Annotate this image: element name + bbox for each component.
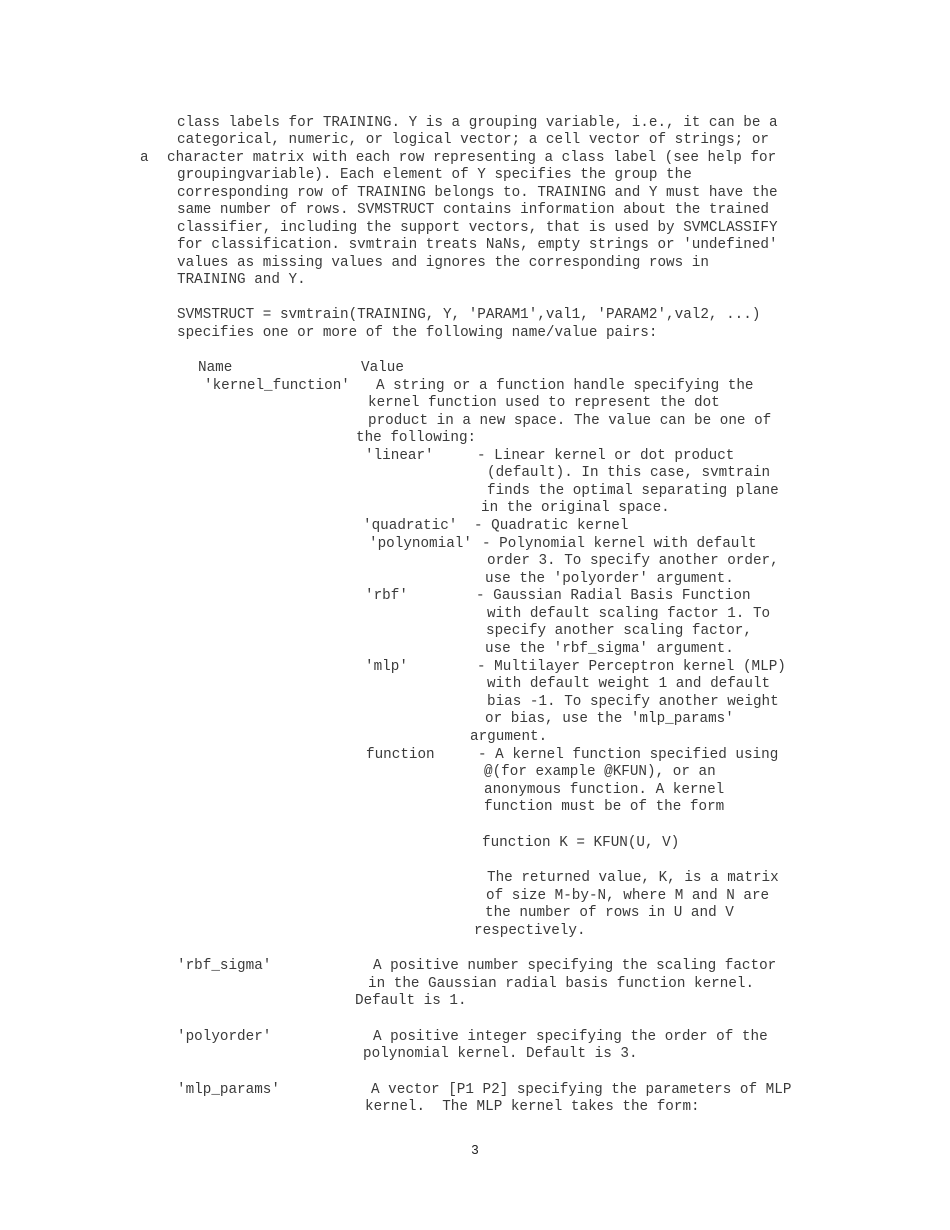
option-description: The returned value, K, is a matrix bbox=[487, 870, 779, 886]
option-description: - Polynomial kernel with default bbox=[482, 536, 757, 552]
text-line: for classification. svmtrain treats NaNs, empty strings or 'undefined' bbox=[177, 237, 778, 253]
param-description: A positive integer specifying the order of the bbox=[373, 1029, 768, 1045]
text-line: values as missing values and ignores the corresponding rows in bbox=[177, 255, 709, 271]
param-name: 'polyorder' bbox=[177, 1029, 272, 1045]
option-name: 'polynomial' bbox=[369, 536, 472, 552]
text-line: class labels for TRAINING. Y is a grouping variable, i.e., it can be a bbox=[177, 115, 778, 131]
option-description: of size M-by-N, where M and N are bbox=[486, 888, 770, 904]
option-description: with default scaling factor 1. To bbox=[487, 606, 771, 622]
text-line: corresponding row of TRAINING belongs to. TRAINING and Y must have the bbox=[177, 185, 778, 201]
option-name: 'mlp' bbox=[365, 659, 408, 675]
option-description: function must be of the form bbox=[484, 799, 725, 815]
column-header-value: Value bbox=[361, 360, 404, 376]
param-description: product in a new space. The value can be one of bbox=[368, 413, 772, 429]
option-description: - Gaussian Radial Basis Function bbox=[476, 588, 751, 604]
text-line: TRAINING and Y. bbox=[177, 272, 306, 288]
option-description: order 3. To specify another order, bbox=[487, 553, 779, 569]
param-name: 'rbf_sigma' bbox=[177, 958, 272, 974]
param-description: in the Gaussian radial basis function kernel. bbox=[368, 976, 755, 992]
option-description: the number of rows in U and V bbox=[485, 905, 734, 921]
option-description: with default weight 1 and default bbox=[487, 676, 771, 692]
option-description: use the 'polyorder' argument. bbox=[485, 571, 734, 587]
option-description: or bias, use the 'mlp_params' bbox=[485, 711, 734, 727]
param-description: the following: bbox=[356, 430, 477, 446]
text-line: same number of rows. SVMSTRUCT contains information about the trained bbox=[177, 202, 769, 218]
text-line: categorical, numeric, or logical vector; a cell vector of strings; or bbox=[177, 132, 769, 148]
option-name: 'rbf' bbox=[365, 588, 408, 604]
param-name: 'mlp_params' bbox=[177, 1082, 280, 1098]
option-name: 'linear' bbox=[365, 448, 434, 464]
text-line: specifies one or more of the following name/value pairs: bbox=[177, 325, 658, 341]
column-header-name: Name bbox=[198, 360, 233, 376]
code-line: function K = KFUN(U, V) bbox=[482, 835, 680, 851]
param-description: kernel function used to represent the dot bbox=[368, 395, 720, 411]
option-name: 'quadratic' bbox=[363, 518, 458, 534]
option-description: - Multilayer Perceptron kernel (MLP) bbox=[477, 659, 786, 675]
code-line: SVMSTRUCT = svmtrain(TRAINING, Y, 'PARAM1',val1, 'PARAM2',val2, ...) bbox=[177, 307, 761, 323]
option-description: - Quadratic kernel bbox=[474, 518, 629, 534]
option-description: bias -1. To specify another weight bbox=[487, 694, 779, 710]
option-description: - A kernel function specified using bbox=[478, 747, 779, 763]
param-description: A string or a function handle specifying the bbox=[376, 378, 754, 394]
option-description: use the 'rbf_sigma' argument. bbox=[485, 641, 734, 657]
option-description: (default). In this case, svmtrain bbox=[487, 465, 771, 481]
text-line-prefix: a bbox=[140, 150, 149, 166]
option-description: respectively. bbox=[474, 923, 586, 939]
text-line: character matrix with each row representing a class label (see help for bbox=[167, 150, 777, 166]
option-description: @(for example @KFUN), or an bbox=[484, 764, 716, 780]
option-description: finds the optimal separating plane bbox=[487, 483, 779, 499]
param-description: A vector [P1 P2] specifying the parameters of MLP bbox=[371, 1082, 792, 1098]
page-number: 3 bbox=[471, 1142, 479, 1157]
param-description: A positive number specifying the scaling factor bbox=[373, 958, 777, 974]
param-name: 'kernel_function' bbox=[204, 378, 350, 394]
param-description: Default is 1. bbox=[355, 993, 467, 1009]
option-description: argument. bbox=[470, 729, 548, 745]
option-description: specify another scaling factor, bbox=[486, 623, 752, 639]
option-name: function bbox=[366, 747, 435, 763]
param-description: polynomial kernel. Default is 3. bbox=[363, 1046, 638, 1062]
text-line: groupingvariable). Each element of Y specifies the group the bbox=[177, 167, 692, 183]
option-description: in the original space. bbox=[481, 500, 670, 516]
param-description: kernel. The MLP kernel takes the form: bbox=[365, 1099, 700, 1115]
text-line: classifier, including the support vectors, that is used by SVMCLASSIFY bbox=[177, 220, 778, 236]
option-description: - Linear kernel or dot product bbox=[477, 448, 735, 464]
option-description: anonymous function. A kernel bbox=[484, 782, 725, 798]
